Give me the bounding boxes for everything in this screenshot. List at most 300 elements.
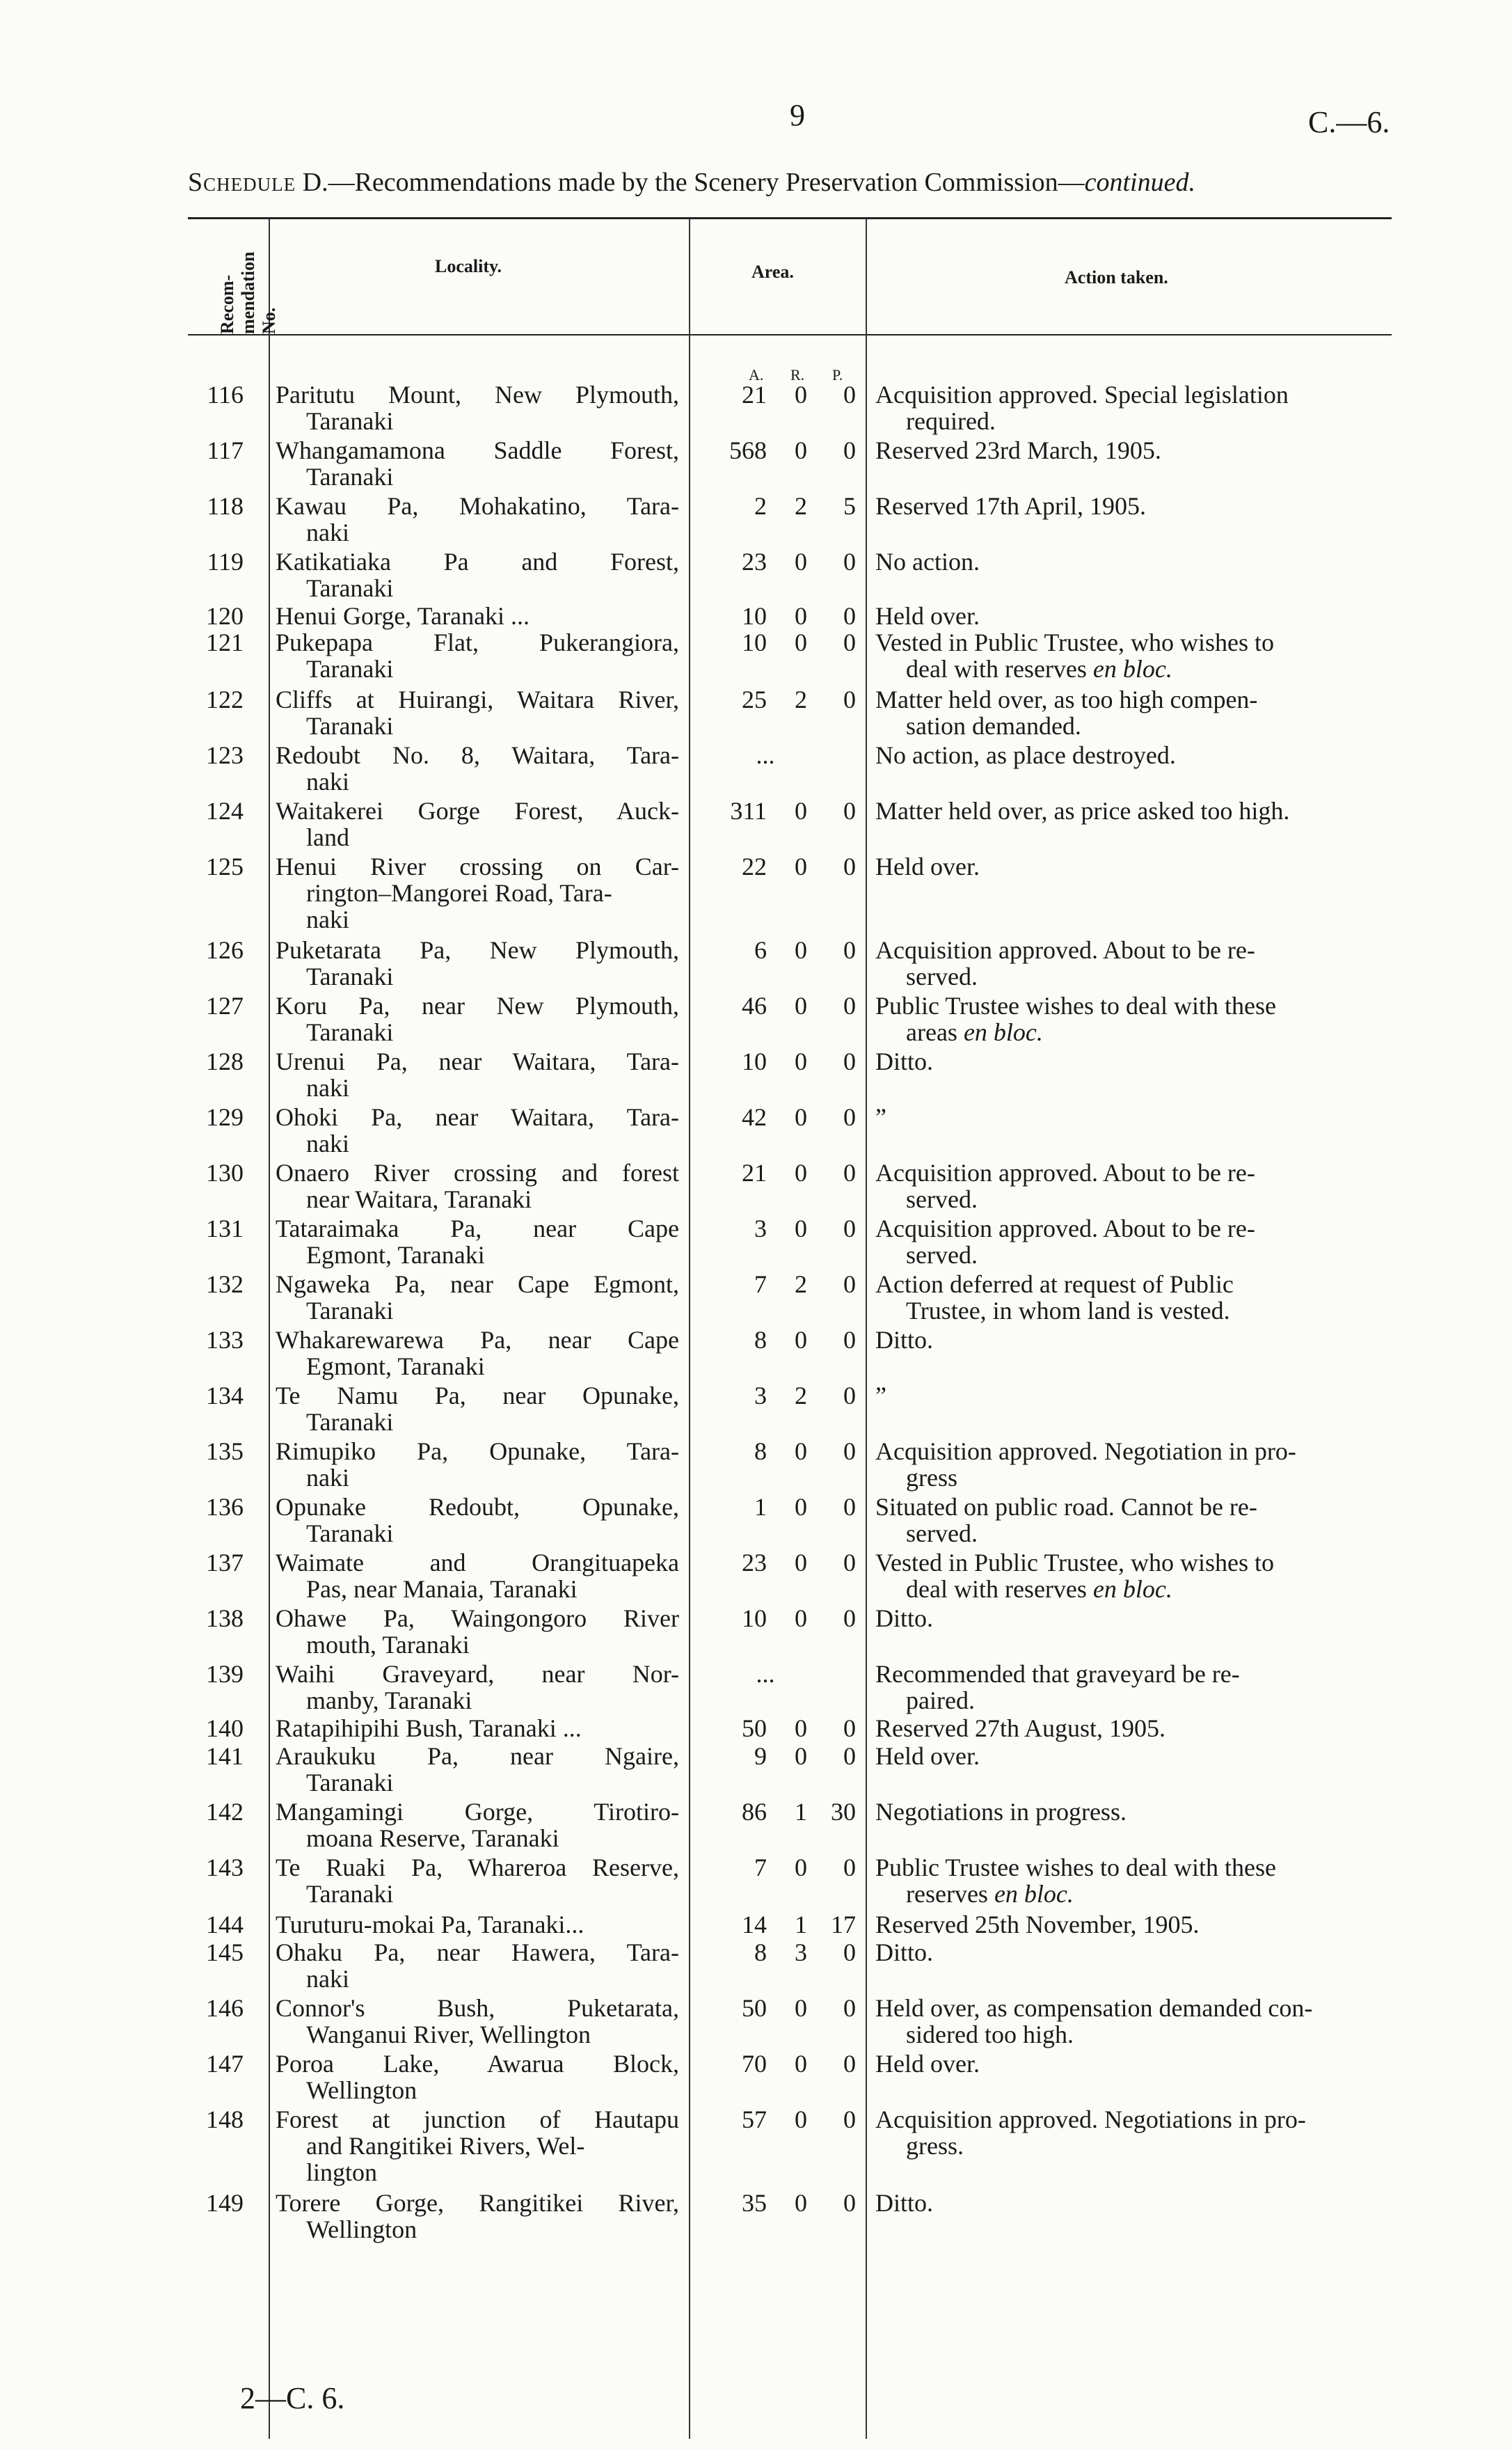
action-line: Acquisition approved. Special legislation bbox=[875, 381, 1289, 409]
locality-line: Te Ruaki Pa, Whareroa Reserve, bbox=[276, 1854, 679, 1881]
area-roods: 0 bbox=[795, 1437, 807, 1465]
recommendation-number: 139 bbox=[206, 1660, 244, 1688]
area-perches: 0 bbox=[843, 1382, 856, 1409]
locality-cell bbox=[276, 1160, 679, 1212]
area-acres: 10 bbox=[742, 1048, 767, 1075]
recommendation-number: 143 bbox=[206, 1854, 244, 1881]
action-line: Trustee, in whom land is vested. bbox=[906, 1297, 1230, 1325]
locality-cell bbox=[276, 2190, 679, 2243]
area-roods: 0 bbox=[795, 1714, 807, 1742]
area-acres: 50 bbox=[742, 1994, 767, 2022]
action-line: Acquisition approved. Negotiation in pro- bbox=[875, 1437, 1296, 1465]
action-line: sation demanded. bbox=[906, 712, 1081, 740]
action-cell bbox=[875, 1661, 1404, 1714]
locality-cell bbox=[276, 437, 679, 490]
area-perches: 17 bbox=[831, 1911, 856, 1938]
recommendation-number: 129 bbox=[206, 1103, 244, 1131]
action-line: Matter held over, as price asked too high. bbox=[875, 797, 1290, 825]
area-roods: 1 bbox=[795, 1798, 807, 1826]
recommendation-number: 141 bbox=[206, 1742, 244, 1770]
locality-cell bbox=[276, 798, 679, 851]
area-roods: 0 bbox=[795, 436, 807, 464]
action-line: served. bbox=[906, 1241, 978, 1269]
recommendation-number: 123 bbox=[206, 741, 244, 769]
locality-cell bbox=[276, 1382, 679, 1435]
area-acres: 10 bbox=[742, 1604, 767, 1632]
area-perches: 0 bbox=[843, 436, 856, 464]
action-cell bbox=[875, 548, 1404, 575]
area-perches: 30 bbox=[831, 1798, 856, 1826]
area-roods: 3 bbox=[795, 1938, 807, 1966]
locality-line: Tataraimaka Pa, near Cape bbox=[276, 1215, 679, 1242]
area-roods: 0 bbox=[795, 1326, 807, 1354]
area-acres: 568 bbox=[729, 436, 767, 464]
header-top-rule bbox=[188, 217, 1392, 219]
action-line: Held over. bbox=[875, 853, 980, 880]
action-line: Situated on public road. Cannot be re- bbox=[875, 1493, 1257, 1521]
area-roods: 0 bbox=[795, 1493, 807, 1521]
locality-cell bbox=[276, 853, 679, 933]
action-line: Matter held over, as too high compen- bbox=[875, 686, 1258, 713]
action-line: Ditto. bbox=[875, 1326, 934, 1354]
recommendation-number: 133 bbox=[206, 1326, 244, 1354]
recommendation-number: 117 bbox=[207, 436, 244, 464]
area-perches: 0 bbox=[843, 1714, 856, 1742]
locality-line: naki bbox=[306, 1965, 349, 1993]
area-roods: 0 bbox=[795, 797, 807, 825]
area-perches: 0 bbox=[843, 1493, 856, 1521]
locality-line: Pukepapa Flat, Pukerangiora, bbox=[276, 629, 679, 656]
action-cell bbox=[875, 993, 1404, 1045]
area-acres: 35 bbox=[742, 2189, 767, 2217]
action-cell bbox=[875, 1494, 1404, 1547]
area-perches: 0 bbox=[843, 1215, 856, 1242]
action-line: gress bbox=[906, 1464, 957, 1492]
locality-cell bbox=[276, 2106, 679, 2186]
recommendation-number: 147 bbox=[206, 2050, 244, 2078]
area-acres: 8 bbox=[754, 1938, 767, 1966]
schedule-title-text: D.—Recommendations made by the Scenery Preservation Commission— bbox=[296, 168, 1085, 197]
locality-cell bbox=[276, 1494, 679, 1547]
locality-line: Taranaki bbox=[306, 463, 394, 491]
area-roods: 0 bbox=[795, 548, 807, 576]
locality-line: and Rangitikei Rivers, Wel- bbox=[306, 2132, 585, 2160]
locality-line: Araukuku Pa, near Ngaire, bbox=[276, 1742, 679, 1770]
column-header-number: Recom- mendation No. bbox=[217, 251, 279, 334]
locality-line: Waitakerei Gorge Forest, Auck- bbox=[276, 797, 679, 825]
locality-cell bbox=[276, 1605, 679, 1658]
locality-line: Taranaki bbox=[306, 407, 394, 435]
locality-line: Egmont, Taranaki bbox=[306, 1241, 485, 1269]
area-acres: 311 bbox=[730, 797, 767, 825]
area-acres: 22 bbox=[742, 853, 767, 880]
recommendation-number: 145 bbox=[206, 1938, 244, 1966]
locality-line: Kawau Pa, Mohakatino, Tara- bbox=[276, 492, 679, 520]
locality-line: Forest at junction of Hautapu bbox=[276, 2105, 679, 2133]
locality-line: Cliffs at Huirangi, Waitara River, bbox=[276, 686, 679, 713]
action-line: No action, as place destroyed. bbox=[875, 741, 1176, 769]
area-perches: 0 bbox=[843, 686, 856, 713]
action-line: Held over. bbox=[875, 602, 980, 630]
area-acres: 57 bbox=[742, 2105, 767, 2133]
area-roods: 0 bbox=[795, 381, 807, 409]
area-acres: 8 bbox=[754, 1326, 767, 1354]
action-cell bbox=[875, 1549, 1404, 1602]
area-roods: 0 bbox=[795, 1994, 807, 2022]
area-acres: 2 bbox=[754, 492, 767, 520]
action-line: Reserved 27th August, 1905. bbox=[875, 1714, 1165, 1742]
area-acres: 21 bbox=[742, 1159, 767, 1187]
area-blank: ... bbox=[756, 741, 775, 769]
action-line: Held over. bbox=[875, 2050, 980, 2078]
area-perches: 0 bbox=[843, 1854, 856, 1881]
locality-line: moana Reserve, Taranaki bbox=[306, 1824, 559, 1852]
locality-line: Taranaki bbox=[306, 1519, 394, 1547]
locality-line: near Waitara, Taranaki bbox=[306, 1185, 532, 1213]
action-line: served. bbox=[906, 1185, 978, 1213]
action-line: ” bbox=[875, 1382, 886, 1409]
action-line: Ditto. bbox=[875, 1048, 934, 1075]
locality-line: lington bbox=[306, 2158, 378, 2186]
locality-line: Ohawe Pa, Waingongoro River bbox=[276, 1604, 679, 1632]
locality-line: mouth, Taranaki bbox=[306, 1631, 470, 1659]
schedule-title bbox=[188, 167, 1426, 198]
action-line: Reserved 23rd March, 1905. bbox=[875, 436, 1161, 464]
area-blank: ... bbox=[756, 1660, 775, 1688]
locality-line: Waihi Graveyard, near Nor- bbox=[276, 1660, 679, 1688]
locality-line: Wanganui River, Wellington bbox=[306, 2021, 591, 2048]
recommendation-number: 130 bbox=[206, 1159, 244, 1187]
action-cell bbox=[875, 1160, 1404, 1212]
area-acres: 70 bbox=[742, 2050, 767, 2078]
locality-cell bbox=[276, 993, 679, 1045]
action-line: Acquisition approved. About to be re- bbox=[875, 1159, 1255, 1187]
action-cell bbox=[875, 1743, 1404, 1769]
header-bottom-rule bbox=[188, 334, 1392, 335]
locality-line: Connor's Bush, Puketarata, bbox=[276, 1994, 679, 2022]
action-cell bbox=[875, 2106, 1404, 2159]
recommendation-number: 127 bbox=[206, 992, 244, 1020]
action-cell bbox=[875, 1382, 1404, 1409]
area-acres: 25 bbox=[742, 686, 767, 713]
locality-line: land bbox=[306, 823, 349, 851]
locality-line: Taranaki bbox=[306, 574, 394, 602]
action-cell bbox=[875, 1911, 1404, 1938]
recommendation-number: 125 bbox=[206, 853, 244, 880]
locality-line: Wellington bbox=[306, 2215, 417, 2243]
action-cell bbox=[875, 1715, 1404, 1741]
area-acres: 50 bbox=[742, 1714, 767, 1742]
area-perches: 0 bbox=[843, 1994, 856, 2022]
locality-line: Katikatiaka Pa and Forest, bbox=[276, 548, 679, 576]
locality-line: Whangamamona Saddle Forest, bbox=[276, 436, 679, 464]
area-acres: 14 bbox=[742, 1911, 767, 1938]
locality-cell bbox=[276, 1549, 679, 1602]
locality-line: naki bbox=[306, 1074, 349, 1102]
column-header-area: Area. bbox=[751, 262, 794, 282]
locality-cell bbox=[276, 742, 679, 795]
recommendation-number: 137 bbox=[206, 1549, 244, 1576]
area-acres: 7 bbox=[754, 1270, 767, 1298]
locality-cell bbox=[276, 1799, 679, 1851]
locality-line: Taranaki bbox=[306, 1769, 394, 1796]
area-roods: 1 bbox=[795, 1911, 807, 1938]
locality-line: Paritutu Mount, New Plymouth, bbox=[276, 381, 679, 409]
locality-cell bbox=[276, 1911, 679, 1938]
area-unit-acres: A. bbox=[749, 366, 764, 384]
area-perches: 0 bbox=[843, 936, 856, 964]
locality-cell bbox=[276, 1743, 679, 1796]
area-acres: 3 bbox=[754, 1382, 767, 1409]
recommendation-number: 124 bbox=[206, 797, 244, 825]
area-perches: 0 bbox=[843, 1103, 856, 1131]
area-roods: 2 bbox=[795, 686, 807, 713]
locality-line: Opunake Redoubt, Opunake, bbox=[276, 1493, 679, 1521]
recommendation-number: 132 bbox=[206, 1270, 244, 1298]
column-divider-locality bbox=[689, 219, 690, 2439]
action-cell bbox=[875, 1271, 1404, 1324]
locality-cell bbox=[276, 1104, 679, 1157]
locality-line: Ngaweka Pa, near Cape Egmont, bbox=[276, 1270, 679, 1298]
area-roods: 2 bbox=[795, 1382, 807, 1409]
locality-line: Waimate and Orangituapeka bbox=[276, 1549, 679, 1576]
locality-line: Torere Gorge, Rangitikei River, bbox=[276, 2189, 679, 2217]
locality-line: Puketarata Pa, New Plymouth, bbox=[276, 936, 679, 964]
recommendation-number: 146 bbox=[206, 1994, 244, 2022]
action-line: Acquisition approved. Negotiations in pro- bbox=[875, 2105, 1306, 2133]
recommendation-number: 140 bbox=[206, 1714, 244, 1742]
locality-line: manby, Taranaki bbox=[306, 1686, 472, 1714]
locality-line: Taranaki bbox=[306, 712, 394, 740]
locality-line: Ratapihipihi Bush, Taranaki ... bbox=[276, 1714, 582, 1742]
recommendation-number: 128 bbox=[206, 1048, 244, 1075]
action-cell bbox=[875, 2050, 1404, 2077]
action-line: Vested in Public Trustee, who wishes to bbox=[875, 1549, 1275, 1576]
action-line: Recommended that graveyard be re- bbox=[875, 1660, 1240, 1688]
locality-line: rington–Mangorei Road, Tara- bbox=[306, 879, 612, 907]
action-line: paired. bbox=[906, 1686, 975, 1714]
schedule-continued: continued. bbox=[1084, 168, 1195, 197]
area-acres: 21 bbox=[742, 381, 767, 409]
recommendation-number: 135 bbox=[206, 1437, 244, 1465]
area-roods: 0 bbox=[795, 853, 807, 880]
area-roods: 0 bbox=[795, 1215, 807, 1242]
area-perches: 0 bbox=[843, 1938, 856, 1966]
area-unit-roods: R. bbox=[790, 366, 805, 384]
action-cell bbox=[875, 629, 1404, 682]
locality-cell bbox=[276, 603, 679, 629]
area-acres: 9 bbox=[754, 1742, 767, 1770]
recommendation-number: 142 bbox=[206, 1798, 244, 1826]
locality-line: Wellington bbox=[306, 2076, 417, 2104]
recommendation-number: 148 bbox=[206, 2105, 244, 2133]
locality-cell bbox=[276, 1939, 679, 1992]
locality-line: Koru Pa, near New Plymouth, bbox=[276, 992, 679, 1020]
locality-cell bbox=[276, 381, 679, 434]
action-line: Ditto. bbox=[875, 2189, 934, 2217]
action-cell bbox=[875, 1215, 1404, 1268]
area-roods: 0 bbox=[795, 936, 807, 964]
area-perches: 0 bbox=[843, 1549, 856, 1576]
area-roods: 2 bbox=[795, 1270, 807, 1298]
locality-line: Onaero River crossing and forest bbox=[276, 1159, 679, 1187]
action-cell bbox=[875, 1048, 1404, 1075]
recommendation-number: 122 bbox=[206, 686, 244, 713]
recommendation-number: 149 bbox=[206, 2189, 244, 2217]
column-header-action: Action taken. bbox=[1065, 267, 1168, 287]
area-roods: 0 bbox=[795, 1103, 807, 1131]
locality-line: Egmont, Taranaki bbox=[306, 1352, 485, 1380]
locality-line: Mangamingi Gorge, Tirotiro- bbox=[276, 1798, 679, 1826]
column-divider-number bbox=[269, 219, 270, 2439]
action-line: Vested in Public Trustee, who wishes to bbox=[875, 629, 1275, 656]
area-acres: 10 bbox=[742, 602, 767, 630]
footer-signature: 2—C. 6. bbox=[240, 2381, 345, 2415]
recommendation-number: 131 bbox=[206, 1215, 244, 1242]
recommendation-number: 126 bbox=[206, 936, 244, 964]
locality-line: Taranaki bbox=[306, 1297, 394, 1325]
locality-line: Poroa Lake, Awarua Block, bbox=[276, 2050, 679, 2078]
locality-cell bbox=[276, 493, 679, 546]
area-roods: 0 bbox=[795, 1549, 807, 1576]
area-roods: 0 bbox=[795, 1159, 807, 1187]
area-acres: 10 bbox=[742, 629, 767, 656]
action-line: Negotiations in progress. bbox=[875, 1798, 1127, 1826]
action-line: deal with reserves en bloc. bbox=[906, 655, 1172, 683]
action-cell bbox=[875, 1799, 1404, 1825]
area-roods: 0 bbox=[795, 2189, 807, 2217]
area-roods: 0 bbox=[795, 2050, 807, 2078]
action-cell bbox=[875, 742, 1404, 768]
action-cell bbox=[875, 1438, 1404, 1491]
locality-cell bbox=[276, 1995, 679, 2048]
locality-cell bbox=[276, 1215, 679, 1268]
locality-cell bbox=[276, 1854, 679, 1907]
action-cell bbox=[875, 381, 1404, 434]
action-cell bbox=[875, 1854, 1404, 1907]
locality-line: Taranaki bbox=[306, 1880, 394, 1908]
area-perches: 5 bbox=[843, 492, 856, 520]
document-reference: C.—6. bbox=[1308, 105, 1390, 139]
area-perches: 0 bbox=[843, 381, 856, 409]
recommendation-number: 118 bbox=[207, 492, 244, 520]
area-perches: 0 bbox=[843, 1159, 856, 1187]
recommendation-number: 134 bbox=[206, 1382, 244, 1409]
locality-line: Urenui Pa, near Waitara, Tara- bbox=[276, 1048, 679, 1075]
locality-cell bbox=[276, 1271, 679, 1324]
locality-line: naki bbox=[306, 906, 349, 933]
action-line: gress. bbox=[906, 2132, 964, 2160]
area-acres: 46 bbox=[742, 992, 767, 1020]
locality-cell bbox=[276, 1661, 679, 1714]
locality-cell bbox=[276, 629, 679, 682]
area-roods: 0 bbox=[795, 629, 807, 656]
area-acres: 6 bbox=[754, 936, 767, 964]
area-acres: 3 bbox=[754, 1215, 767, 1242]
locality-line: Pas, near Manaia, Taranaki bbox=[306, 1575, 578, 1603]
action-cell bbox=[875, 437, 1404, 464]
area-acres: 42 bbox=[742, 1103, 767, 1131]
locality-line: Redoubt No. 8, Waitara, Tara- bbox=[276, 741, 679, 769]
locality-line: Taranaki bbox=[306, 655, 394, 683]
locality-line: Rimupiko Pa, Opunake, Tara- bbox=[276, 1437, 679, 1465]
locality-line: Turuturu-mokai Pa, Taranaki... bbox=[276, 1911, 584, 1938]
action-cell bbox=[875, 2190, 1404, 2216]
action-cell bbox=[875, 603, 1404, 629]
column-header-locality: Locality. bbox=[435, 256, 502, 276]
area-roods: 0 bbox=[795, 1048, 807, 1075]
action-cell bbox=[875, 686, 1404, 739]
action-line: sidered too high. bbox=[906, 2021, 1074, 2048]
area-perches: 0 bbox=[843, 1742, 856, 1770]
action-line: Public Trustee wishes to deal with these bbox=[875, 1854, 1276, 1881]
area-perches: 0 bbox=[843, 853, 856, 880]
locality-cell bbox=[276, 1715, 679, 1741]
locality-cell bbox=[276, 686, 679, 739]
locality-cell bbox=[276, 1438, 679, 1491]
area-perches: 0 bbox=[843, 1326, 856, 1354]
locality-line: naki bbox=[306, 1130, 349, 1157]
area-roods: 0 bbox=[795, 1604, 807, 1632]
recommendation-number: 120 bbox=[206, 602, 244, 630]
area-perches: 0 bbox=[843, 1604, 856, 1632]
locality-line: Ohoki Pa, near Waitara, Tara- bbox=[276, 1103, 679, 1131]
action-line: No action. bbox=[875, 548, 980, 576]
locality-cell bbox=[276, 548, 679, 601]
area-perches: 0 bbox=[843, 2050, 856, 2078]
action-line: Reserved 17th April, 1905. bbox=[875, 492, 1146, 520]
area-acres: 23 bbox=[742, 548, 767, 576]
area-perches: 0 bbox=[843, 629, 856, 656]
action-line: Held over. bbox=[875, 1742, 980, 1770]
area-perches: 0 bbox=[843, 1437, 856, 1465]
locality-line: Taranaki bbox=[306, 963, 394, 990]
action-line: Held over, as compensation demanded con- bbox=[875, 1994, 1313, 2022]
recommendation-number: 119 bbox=[207, 548, 244, 576]
area-acres: 23 bbox=[742, 1549, 767, 1576]
recommendation-number: 116 bbox=[207, 381, 244, 409]
area-acres: 86 bbox=[742, 1798, 767, 1826]
action-line: Ditto. bbox=[875, 1938, 934, 1966]
action-line: Action deferred at request of Public bbox=[875, 1270, 1234, 1298]
action-line: Public Trustee wishes to deal with these bbox=[875, 992, 1276, 1020]
action-line: Acquisition approved. About to be re- bbox=[875, 1215, 1255, 1242]
area-perches: 0 bbox=[843, 2105, 856, 2133]
action-cell bbox=[875, 1605, 1404, 1631]
locality-line: naki bbox=[306, 519, 349, 546]
action-cell bbox=[875, 1939, 1404, 1966]
action-cell bbox=[875, 1327, 1404, 1353]
recommendation-number: 138 bbox=[206, 1604, 244, 1632]
action-cell bbox=[875, 798, 1404, 824]
area-perches: 0 bbox=[843, 548, 856, 576]
page-number: 9 bbox=[790, 98, 805, 132]
action-line: deal with reserves en bloc. bbox=[906, 1575, 1172, 1603]
action-line: Ditto. bbox=[875, 1604, 934, 1632]
area-perches: 0 bbox=[843, 602, 856, 630]
locality-line: naki bbox=[306, 768, 349, 796]
locality-line: Taranaki bbox=[306, 1018, 394, 1046]
column-divider-area bbox=[866, 219, 867, 2439]
action-cell bbox=[875, 1995, 1404, 2048]
action-line: Reserved 25th November, 1905. bbox=[875, 1911, 1200, 1938]
action-cell bbox=[875, 493, 1404, 519]
action-line: areas en bloc. bbox=[906, 1018, 1043, 1046]
locality-line: Henui River crossing on Car- bbox=[276, 853, 679, 880]
action-line: served. bbox=[906, 963, 978, 990]
recommendation-number: 136 bbox=[206, 1493, 244, 1521]
locality-line: Ohaku Pa, near Hawera, Tara- bbox=[276, 1938, 679, 1966]
